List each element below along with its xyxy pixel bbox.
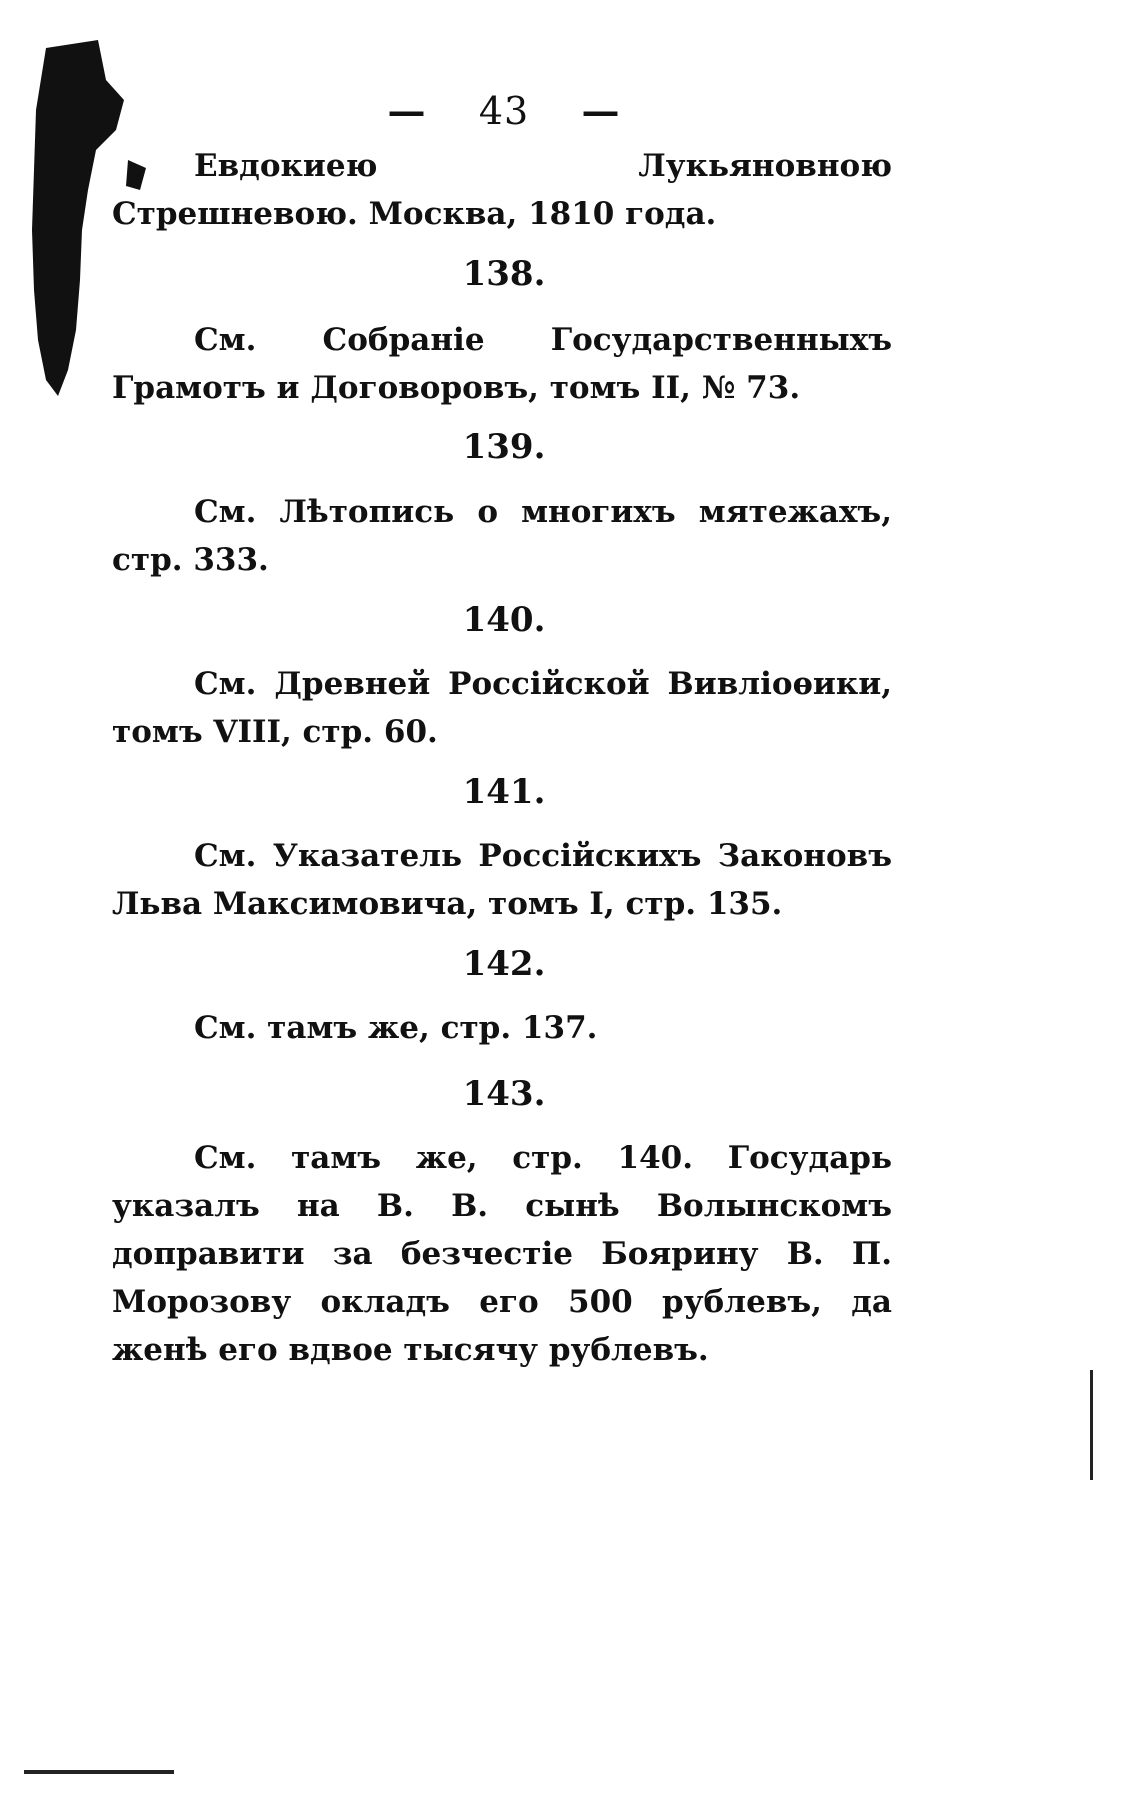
- bottom-edge-line: [24, 1770, 174, 1774]
- entry-text-138: См. Собраніе Государственныхъ Грамотъ и Договоровъ, томъ II, № 73.: [112, 322, 892, 406]
- entry-text-141: См. Указатель Россійскихъ Законовъ Льва Максимовича, томъ I, стр. 135.: [112, 838, 892, 922]
- entry-number-142: 142.: [462, 944, 546, 984]
- entry-text-143: См. тамъ же, стр. 140. Государь указалъ на В. В. сынѣ Волынскомъ доправити за безчестіе Боярину В. П. Морозову окладъ его 500 рублевъ, да женѣ его вдвое тысячу рублевъ.: [112, 1140, 892, 1368]
- header-dash-left: —: [387, 88, 427, 133]
- entry-text-139: См. Лѣтопись о многихъ мятежахъ, стр. 333.: [112, 494, 892, 578]
- page-edge-line: [1090, 1370, 1093, 1480]
- entry-text-142: См. тамъ же, стр. 137.: [194, 1010, 598, 1046]
- entry-number-141: 141.: [462, 772, 546, 812]
- page-number: 43: [478, 89, 530, 133]
- entry-number-139: 139.: [462, 427, 546, 467]
- entry-number-143: 143.: [462, 1074, 546, 1114]
- top-continuation-text: Евдокиею Лукьяновною Стрешневою. Москва, 1810 года.: [112, 148, 892, 232]
- header-dash-right: —: [581, 88, 621, 133]
- page-header: [0, 88, 1008, 133]
- entry-number-140: 140.: [462, 600, 546, 640]
- entry-number-138: 138.: [462, 254, 546, 294]
- entry-text-140: См. Древней Россійской Вивліоѳики, томъ VIII, стр. 60.: [112, 666, 892, 750]
